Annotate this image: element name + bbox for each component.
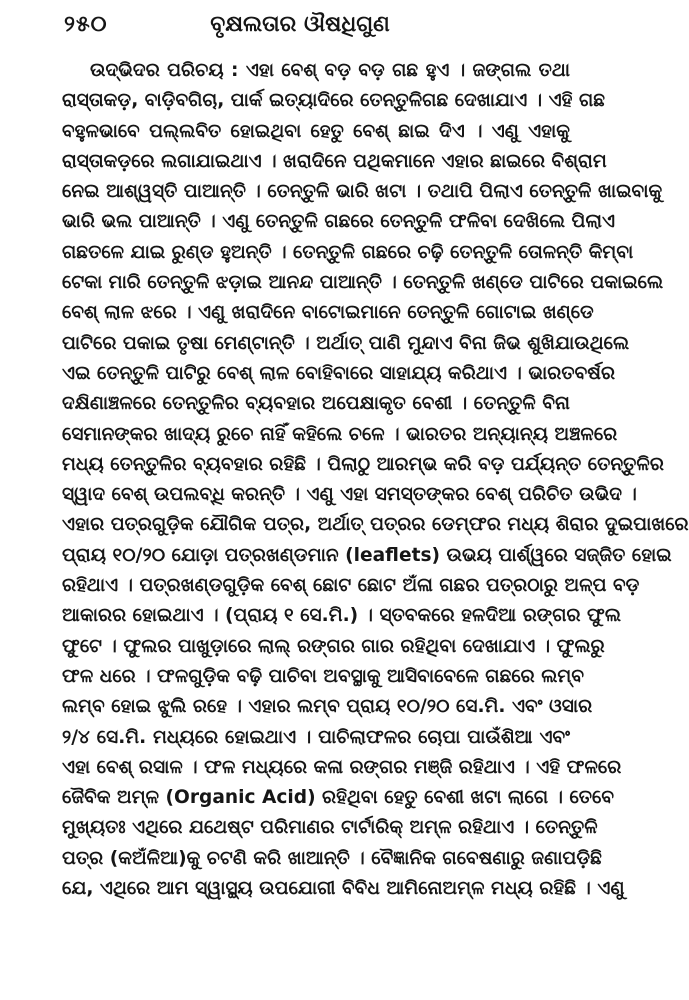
text-line: ରହିଥାଏ । ପତ୍ରଖଣ୍ଡଗୁଡ଼ିକ ବେଶ୍ ଛୋଟ ଛୋଟ ଅଁଳା ଗଛର ପତ୍ରଠାରୁ ଅଳ୍ପ ବଡ଼ [62, 575, 640, 597]
text-line: ଏହାର ପତ୍ରଗୁଡ଼ିକ ଯୌଗିକ ପତ୍ର, ଅର୍ଥାତ୍ ପତ୍ରର ଡେମ୍ଫର ମଧ୍ୟ ଶିରାର ଦୁଇପାଖରେ [62, 514, 689, 536]
text-line: ୨/୪ ସେ.ମି. ମଧ୍ୟରେ ହୋଇଥାଏ । ପାଚିଲାଫଳର ଚୋପା ପାଉଁଶିଆ ଏବଂ [62, 726, 570, 748]
text-line: ଜୈବିକ ଅମ୍ଳ (Organic Acid) ରହିଥିବା ହେତୁ ବେଶୀ ଖଟା ଲାଗେ । ତେବେ [62, 787, 615, 809]
text-line: ଏହା ବେଶ୍ ରସାଳ । ଫଳ ମଧ୍ୟରେ କଳା ରଙ୍ଗର ମଞ୍ଜି ରହିଥାଏ । ଏହି ଫଳରେ [62, 756, 622, 778]
text-line: ସେମାନଙ୍କର ଖାଦ୍ୟ ରୁଚେ ନାହିଁ କହିଲେ ଚଳେ । ଭାରତର ଅନ୍ୟାନ୍ୟ ଅଞ୍ଚଳରେ [62, 423, 618, 445]
text-line: ବେଶ୍ ଲାଳ ଝରେ । ଏଣୁ ଖରାଦିନେ ବାଟୋଇମାନେ ତେନ୍ତୁଳି ଗୋଟାଇ ଖଣ୍ଡେ [62, 302, 594, 324]
page-number: ୨୫୦ [64, 12, 108, 37]
text-line: ଫୁଟେ । ଫୁଲର ପାଖୁଡ଼ାରେ ଲାଲ୍ ରଙ୍ଗର ଗାର ରହିଥିବା ଦେଖାଯାଏ । ଫୁଲରୁ [62, 635, 605, 657]
text-line: ପ୍ରାୟ ୧୦/୨୦ ଯୋଡ଼ା ପତ୍ରଖଣ୍ଡମାନ (leaflets) ଉଭୟ ପାର୍ଶ୍ୱରେ ସଜ୍ଜିତ ହୋଇ [62, 544, 672, 566]
text-line-content: ଏହା ବେଶ୍ ବଡ଼ ବଡ଼ ଗଛ ହୁଏ । ଜଙ୍ଗଲ ତଥା [245, 60, 570, 81]
text-line: ବହୁଳଭାବେ ପଲ୍ଲବିତ ହୋଇଥିବା ହେତୁ ବେଶ୍ ଛାଇ ଦିଏ । ଏଣୁ ଏହାକୁ [62, 120, 570, 142]
text-line: ନେଇ ଆଶ୍ୱସ୍ତି ପାଆନ୍ତି । ତେନ୍ତୁଳି ଭାରି ଖଟା । ତଥାପି ପିଲାଏ ତେନ୍ତୁଳି ଖାଇବାକୁ [62, 181, 663, 203]
text-line: ପତ୍ର (କଅଁଳିଆ)କୁ ଚଟଣି କରି ଖାଆନ୍ତି । ବୈଜ୍ଞାନିକ ଗବେଷଣାରୁ ଜଣାପଡ଼ିଛି [62, 847, 602, 869]
text-line: ମୁଖ୍ୟତଃ ଏଥିରେ ଯଥେଷ୍ଟ ପରିମାଣର ଟାର୍ଟାରିକ୍ ଅମ୍ଳ ରହିଥାଏ । ତେନ୍ତୁଳି [62, 817, 598, 839]
text-line: ଟେକା ମାରି ତେନ୍ତୁଳି ଝଡ଼ାଇ ଆନନ୍ଦ ପାଆନ୍ତି । ତେନ୍ତୁଳି ଖଣ୍ଡେ ପାଟିରେ ପକାଇଲେ [62, 272, 664, 294]
running-title: ବୃକ୍ଷଲତାର ଔଷଧିଗୁଣ [210, 12, 390, 37]
text-line: ରାସ୍ତାକଡ଼, ବାଡ଼ିବଗିଚା, ପାର୍କ ଇତ୍ୟାଦିରେ ତେନ୍ତୁଳିଗଛ ଦେଖାଯାଏ । ଏହି ଗଛ [62, 90, 606, 112]
text-line: ଦକ୍ଷିଣାଞ୍ଚଳରେ ତେନ୍ତୁଳିର ବ୍ୟବହାର ଅପେକ୍ଷାକୃତ ବେଶୀ । ତେନ୍ତୁଳି ବିନା [62, 393, 570, 415]
text-line: ସ୍ୱାଦ ବେଶ୍ ଉପଲବ୍ଧି କରନ୍ତି । ଏଣୁ ଏହା ସମସ୍ତଙ୍କର ବେଶ୍ ପରିଚିତ ଉଭିଦ । [62, 484, 637, 506]
text-line: ଫଳ ଧରେ । ଫଳଗୁଡ଼ିକ ବଢ଼ି ପାଚିବା ଅବସ୍ଥାକୁ ଆସିବାବେଳେ ଗଛରେ ଲମ୍ବ [62, 665, 585, 687]
text-line: ଗଛତଳେ ଯାଇ ରୁଣ୍ଡ ହୁଅନ୍ତି । ତେନ୍ତୁଳି ଗଛରେ ଚଢ଼ି ତେନ୍ତୁଳି ତୋଳନ୍ତି କିମ୍ବା [62, 241, 634, 263]
body-paragraph [30, 56, 689, 904]
text-line: ଏଇ ତେନ୍ତୁଳି ପାଟିରୁ ବେଶ୍ ଲାଳ ବୋହିବାରେ ସାହାଯ୍ୟ କରିଥାଏ । ଭାରତବର୍ଷର [62, 362, 616, 384]
text-line: ପାଟିରେ ପକାଇ ତୃଷା ମେଣ୍ଟାନ୍ତି । ଅର୍ଥାତ୍ ପାଣି ମୁନ୍ଦାଏ ବିନା ଜିଭ ଶୁଖିଯାଉଥିଲେ [62, 332, 630, 354]
text-line: ଭାରି ଭଲ ପାଆନ୍ତି । ଏଣୁ ତେନ୍ତୁଳି ଗଛରେ ତେନ୍ତୁଳି ଫଳିବା ଦେଖିଲେ ପିଲାଏ [62, 211, 616, 233]
text-line: ମଧ୍ୟ ତେନ୍ତୁଳିର ବ୍ୟବହାର ରହିଛି । ପିଲାଠୁ ଆରମ୍ଭ କରି ବଡ଼ ପର୍ଯ୍ୟନ୍ତ ତେନ୍ତୁଳିର [62, 453, 664, 475]
text-line: ଆକାରର ହୋଇଥାଏ । (ପ୍ରାୟ ୧ ସେ.ମି.) । ସ୍ତବକରେ ହଳଦିଆ ରଙ୍ଗର ଫୁଲ [62, 605, 622, 627]
text-line [62, 56, 570, 86]
text-line: ଲମ୍ବ ହୋଇ ଝୁଲି ରହେ । ଏହାର ଲମ୍ବ ପ୍ରାୟ ୧୦/୨୦ ସେ.ମି. ଏବଂ ଓସାର [62, 696, 593, 718]
text-line: ଯେ, ଏଥିରେ ଆମ ସ୍ୱାସ୍ଥ୍ୟ ଉପଯୋଗୀ ବିବିଧ ଆମିନୋଅମ୍ଳ ମଧ୍ୟ ରହିଛି । ଏଣୁ [62, 878, 625, 900]
page-header [30, 0, 570, 56]
text-line: ରାସ୍ତାକଡ଼ରେ ଲଗାଯାଇଥାଏ । ଖରାଦିନେ ପଥିକମାନେ ଏହାର ଛାଇରେ ବିଶ୍ରାମ [62, 150, 607, 172]
section-lead: ଉଦ୍ଭିଦର ପରିଚୟ : [90, 60, 239, 81]
